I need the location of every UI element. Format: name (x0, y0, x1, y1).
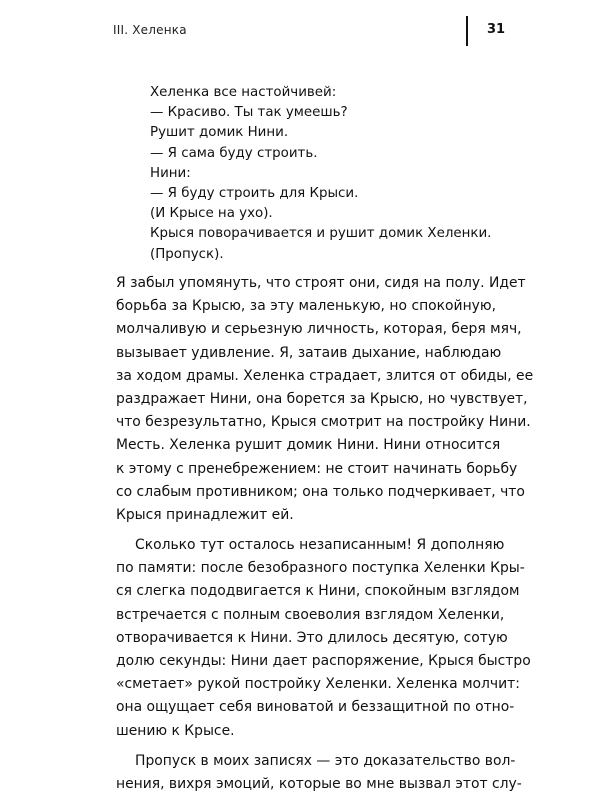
text-line: Крыся принадлежит ей. (116, 506, 294, 523)
dialogue-line: Нини: (150, 165, 191, 181)
text-line: за ходом драмы. Хеленка страдает, злится от обиды, ее (116, 367, 534, 384)
text-line: ся слегка пододвигается к Нини, спокойным взглядом (116, 583, 520, 600)
chapter-title: III. Хеленка (113, 23, 187, 37)
dialogue-line: Хеленка все настойчивей: (150, 85, 337, 100)
text-line: Месть. Хеленка рушит домик Нини. Нини относится (116, 437, 501, 454)
text-line: Сколько тут осталось незаписанным! Я дополняю (135, 537, 505, 554)
text-line: молчаливую и серьезную личность, которая, беря мяч, (116, 321, 522, 338)
dialogue-block (150, 83, 530, 265)
text-line: Пропуск в моих записях — это доказательство вол- (135, 752, 516, 769)
paragraph-2 (116, 534, 531, 743)
text-line: борьба за Крысю, за эту маленькую, но спокойную, (116, 298, 496, 315)
text-line: раздражает Нини, она борется за Крысю, но чувствует, (116, 390, 528, 407)
text-line: шению к Крысе. (116, 722, 235, 739)
dialogue-line: — Я сама буду строить. (150, 145, 318, 161)
dialogue-line: (Пропуск). (150, 246, 224, 262)
paragraph-gap (116, 743, 496, 750)
dialogue-line: Рушит домик Нини. (150, 125, 289, 141)
text-line: она ощущает себя виноватой и беззащитной по отно- (116, 699, 515, 716)
text-line: со слабым противником; она только подчеркивает, что (116, 483, 525, 500)
dialogue-line: Крыся поворачивается и рушит домик Хеленки. (150, 226, 492, 242)
paragraph-1 (116, 272, 534, 527)
text-line: отворачивается к Нини. Это длилось десятую, сотую (116, 629, 508, 646)
dialogue-line: (И Крысе на ухо). (150, 206, 273, 222)
dialogue-line: — Я буду строить для Крыси. (150, 185, 359, 201)
body-text (116, 272, 534, 796)
header-divider (466, 16, 468, 46)
page-header (0, 0, 600, 60)
text-line: Я забыл упомянуть, что строят они, сидя на полу. Идет (116, 275, 526, 291)
text-line: что безрезультатно, Крыся смотрит на постройку Нини. (116, 414, 531, 431)
text-line: нения, вихря эмоций, которые во мне вызвал этот слу- (116, 775, 522, 792)
text-line: вызывает удивление. Я, затаив дыхание, наблюдаю (116, 344, 502, 361)
text-line: встречается с полным своеволия взглядом Хеленки, (116, 606, 505, 623)
dialogue-line: — Красиво. Ты так умеешь? (150, 105, 348, 121)
page-number: 31 (487, 22, 506, 37)
text-line: долю секунды: Нини дает распоряжение, Крыся быстро (116, 653, 531, 669)
paragraph-3 (116, 750, 522, 796)
paragraph-gap (116, 527, 496, 534)
text-line: «сметает» рукой постройку Хеленки. Хеленка молчит: (116, 676, 520, 693)
text-line: к этому с пренебрежением: не стоит начинать борьбу (116, 460, 518, 477)
text-line: по памяти: после безобразного поступка Хеленки Кры- (116, 560, 525, 577)
